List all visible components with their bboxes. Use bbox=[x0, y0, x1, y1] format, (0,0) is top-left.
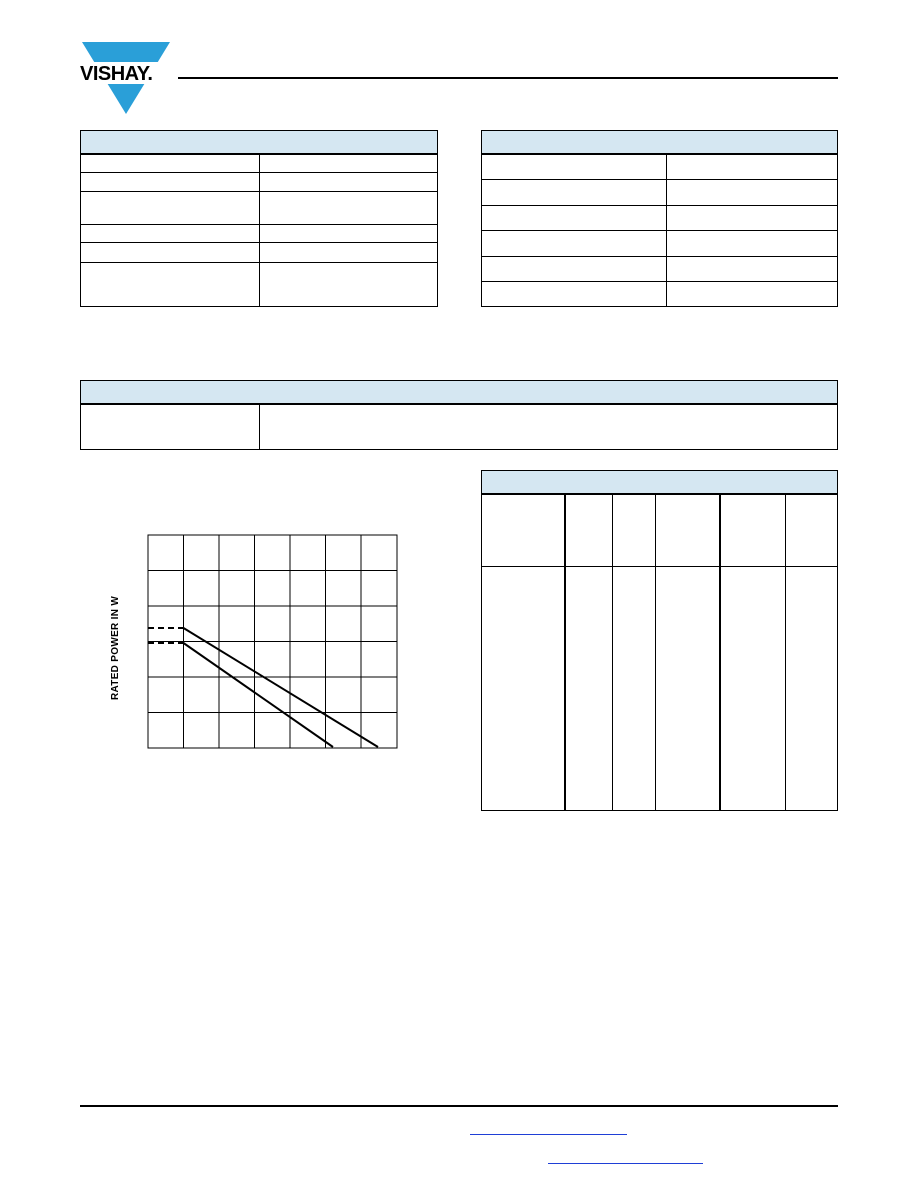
row-divider bbox=[482, 566, 837, 567]
table-header bbox=[482, 471, 837, 495]
row-divider bbox=[482, 256, 837, 257]
footer-link-underline[interactable] bbox=[548, 1163, 703, 1164]
footer-link-underline[interactable] bbox=[470, 1134, 627, 1135]
derating-chart bbox=[140, 530, 405, 755]
chart-y-axis-label: RATED POWER IN W bbox=[110, 595, 121, 700]
footer-rule bbox=[80, 1105, 838, 1107]
series-upper-line bbox=[184, 628, 379, 747]
header-rule bbox=[178, 77, 838, 79]
row-divider bbox=[482, 179, 837, 180]
column-divider bbox=[719, 495, 721, 810]
spec-table-wide bbox=[80, 380, 838, 450]
column-divider bbox=[666, 155, 667, 306]
table-header bbox=[482, 131, 837, 155]
column-divider bbox=[564, 495, 566, 810]
column-divider bbox=[612, 495, 613, 810]
column-divider bbox=[259, 405, 260, 449]
row-divider bbox=[482, 281, 837, 282]
table-header bbox=[81, 381, 837, 405]
vishay-logo bbox=[78, 40, 178, 116]
table-header bbox=[81, 131, 437, 155]
column-divider bbox=[655, 495, 656, 810]
spec-table-columns bbox=[481, 470, 838, 811]
spec-table-left bbox=[80, 130, 438, 307]
row-divider bbox=[482, 230, 837, 231]
column-divider bbox=[259, 155, 260, 306]
series-lower-line bbox=[184, 643, 334, 747]
column-divider bbox=[785, 495, 786, 810]
row-divider bbox=[482, 205, 837, 206]
spec-table-right bbox=[481, 130, 838, 307]
logo-text: VISHAY. bbox=[80, 63, 153, 85]
